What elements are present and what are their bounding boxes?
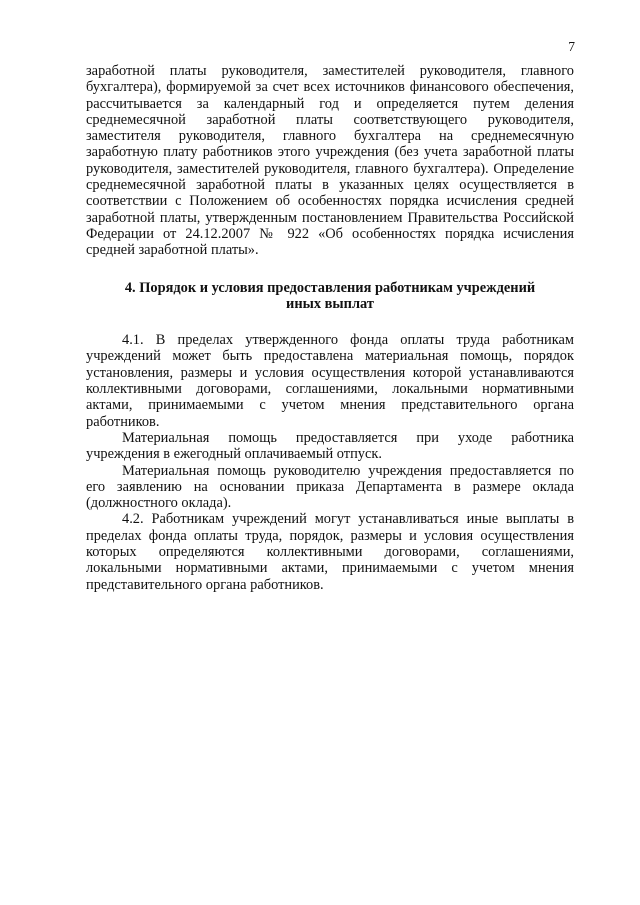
section-heading — [86, 280, 574, 313]
paragraph-material-aid-director: Материальная помощь руководителю учреждения предоставляется по его заявлению на основании приказа Департамента в размере оклада (должностного оклада). — [86, 462, 574, 512]
paragraph-continuation: заработной платы руководителя, заместителей руководителя, главного бухгалтера), формируемой за счет всех источников финансового обеспечения, рассчитывается за календарный год и определяется путем деления среднемесячной заработной платы соответствующего руководителя, заместителя руководителя, главного бухгалтера на среднемесячную заработную плату работников этого учреждения (без учета заработной платы руководителя, заместителей руководителя, главного бухгалтера). Определение среднемесячной заработной платы в указанных целях осуществляется в соответствии с Положением об особенностях порядка исчисления средней заработной платы, утвержденным постановлением Правительства Российской Федерации от 24.12.2007 № 922 «Об особенностях порядка исчисления средней заработной платы». — [86, 63, 574, 259]
paragraph-4-1: 4.1. В пределах утвержденного фонда оплаты труда работникам учреждений может быть предоставлена материальная помощь, порядок установления, размеры и условия осуществления которой устанавливаются коллективными договорами, соглашениями, локальными нормативными актами, принимаемыми с учетом мнения представительного органа работников. — [86, 332, 574, 430]
page-number: 7 — [568, 39, 575, 54]
section-heading-line-1: 4. Порядок и условия предоставления работникам учреждений — [124, 279, 536, 296]
section-heading-line-2: иных выплат — [286, 295, 374, 312]
document-body — [86, 63, 574, 593]
paragraph-4-2: 4.2. Работникам учреждений могут устанавливаться иные выплаты в пределах фонда оплаты труда, порядок, размеры и условия осуществления которых определяются коллективными договорами, соглашениями, локальными нормативными актами, принимаемыми с учетом мнения представительного органа работников. — [86, 511, 574, 593]
paragraph-material-aid-vacation: Материальная помощь предоставляется при уходе работника учреждения в ежегодный оплачиваемый отпуск. — [86, 429, 574, 463]
